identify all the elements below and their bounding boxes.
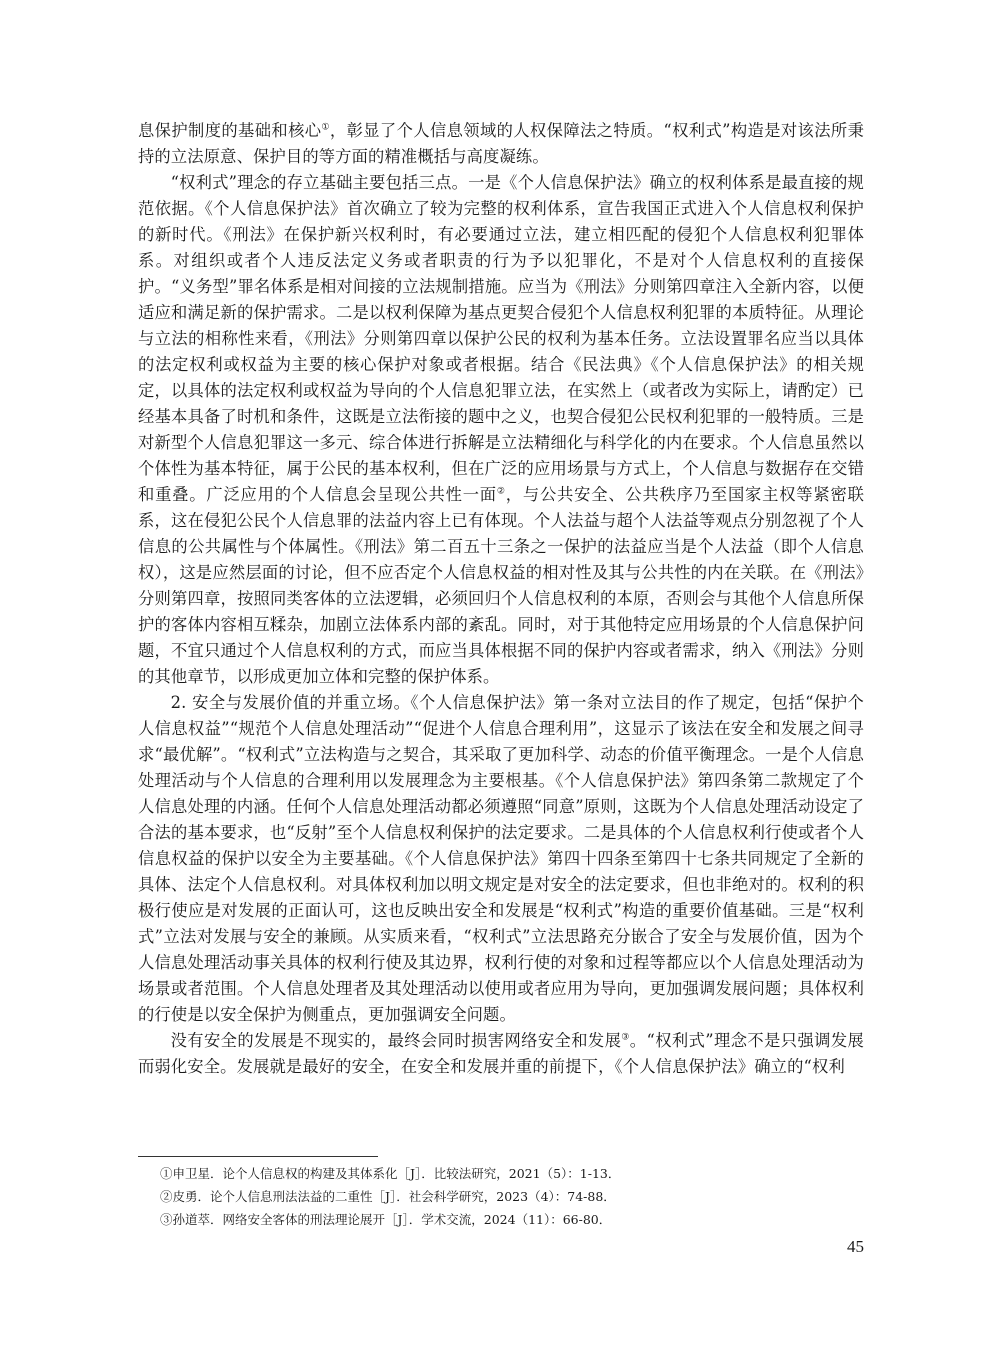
paragraph: 没有安全的发展是不现实的，最终会同时损害网络安全和发展③。“权利式”理念不是只强调发展而弱化安全。发展就是最好的安全，在安全和发展并重的前提下，《个人信息保护法》确立的“权利 [138,1031,864,1076]
footnote: ③孙道萃．网络安全客体的刑法理论展开［J］．学术交流，2024（11）：66-80． [160,1212,612,1227]
paragraph: 息保护制度的基础和核心①，彰显了个人信息领域的人权保障法之特质。“权利式”构造是对该法所秉持的立法原意、保护目的等方面的精准概括与高度凝练。 [138,121,864,166]
page-number: 45 [847,1237,864,1256]
footnote-ref[interactable]: ① [321,122,330,133]
page-body [138,118,864,1080]
footnotes [160,1162,860,1231]
footnote-ref[interactable]: ② [496,486,506,497]
footnote-ref[interactable]: ③ [621,1032,630,1043]
paragraph: 2. 安全与发展价值的并重立场。《个人信息保护法》第一条对立法目的作了规定，包括“保护个人信息权益”“规范个人信息处理活动”“促进个人信息合理利用”，这显示了该法在安全和发展之间寻求“最优解”。“权利式”立法构造与之契合，其采取了更加科学、动态的价值平衡理念。一是个人信息处理活动与个人信息的合理利用以发展理念为主要根基。《个人信息保护法》第四条第二款规定了个人信息处理的内涵。任何个人信息处理活动都必须遵照“同意”原则，这既为个人信息处理活动设定了合法的基本要求，也“反射”至个人信息权利保护的法定要求。二是具体的个人信息权利行使或者个人信息权益的保护以安全为主要基础。《个人信息保护法》第四十四条至第四十七条共同规定了全新的具体、法定个人信息权利。对具体权利加以明文规定是对安全的法定要求，但也非绝对的。权利的积极行使应是对发展的正面认可，这也反映出安全和发展是“权利式”构造的重要价值基础。三是“权利式”立法对发展与安全的兼顾。从实质来看，“权利式”立法思路充分嵌合了安全与发展价值，因为个人信息处理活动事关具体的权利行使及其边界，权利行使的对象和过程等都应以个人信息处理活动为场景或者范围。个人信息处理者及其处理活动以使用或者应用为导向，更加强调发展问题；具体权利的行使是以安全保护为侧重点，更加强调安全问题。 [138,693,864,1024]
paragraph: “权利式”理念的存立基础主要包括三点。一是《个人信息保护法》确立的权利体系是最直接的规范依据。《个人信息保护法》首次确立了较为完整的权利体系，宣告我国正式进入个人信息权利保护的新时代。《刑法》在保护新兴权利时，有必要通过立法，建立相匹配的侵犯个人信息权利犯罪体系。对组织或者个人违反法定义务或者职责的行为予以犯罪化，不是对个人信息权利的直接保护。“义务型”罪名体系是相对间接的立法规制措施。应当为《刑法》分则第四章注入全新内容，以便适应和满足新的保护需求。二是以权利保障为基点更契合侵犯个人信息权利犯罪的本质特征。从理论与立法的相称性来看，《刑法》分则第四章以保护公民的权利为基本任务。立法设置罪名应当以具体的法定权利或权益为主要的核心保护对象或者根据。结合《民法典》《个人信息保护法》的相关规定，以具体的法定权利或权益为导向的个人信息犯罪立法，在实然上（或者改为实际上，请酌定）已经基本具备了时机和条件，这既是立法衔接的题中之义，也契合侵犯公民权利犯罪的一般特质。三是对新型个人信息犯罪这一多元、综合体进行拆解是立法精细化与科学化的内在要求。个人信息虽然以个体性为基本特征，属于公民的基本权利，但在广泛的应用场景与方式上，个人信息与数据存在交错和重叠。广泛应用的个人信息会呈现公共性一面②，与公共安全、公共秩序乃至国家主权等紧密联系，这在侵犯公民个人信息罪的法益内容上已有体现。个人法益与超个人法益等观点分别忽视了个人信息的公共属性与个体属性。《刑法》第二百五十三条之一保护的法益应当是个人法益（即个人信息权），这是应然层面的讨论，但不应否定个人信息权益的相对性及其与公共性的内在关联。在《刑法》分则第四章，按照同类客体的立法逻辑，必须回归个人信息权利的本原，否则会与其他个人信息所保护的客体内容相互糅杂，加剧立法体系内部的紊乱。同时，对于其他特定应用场景的个人信息保护问题，不宜只通过个人信息权利的方式，而应当具体根据不同的保护内容或者需求，纳入《刑法》分则的其他章节，以形成更加立体和完整的保护体系。 [138,173,865,686]
footnote-divider [138,1156,378,1157]
footnote: ②皮勇．论个人信息刑法法益的二重性［J］．社会科学研究，2023（4）：74-88． [160,1189,616,1204]
footnote: ①申卫星．论个人信息权的构建及其体系化［J］．比较法研究，2021（5）：1-13． [160,1166,621,1181]
